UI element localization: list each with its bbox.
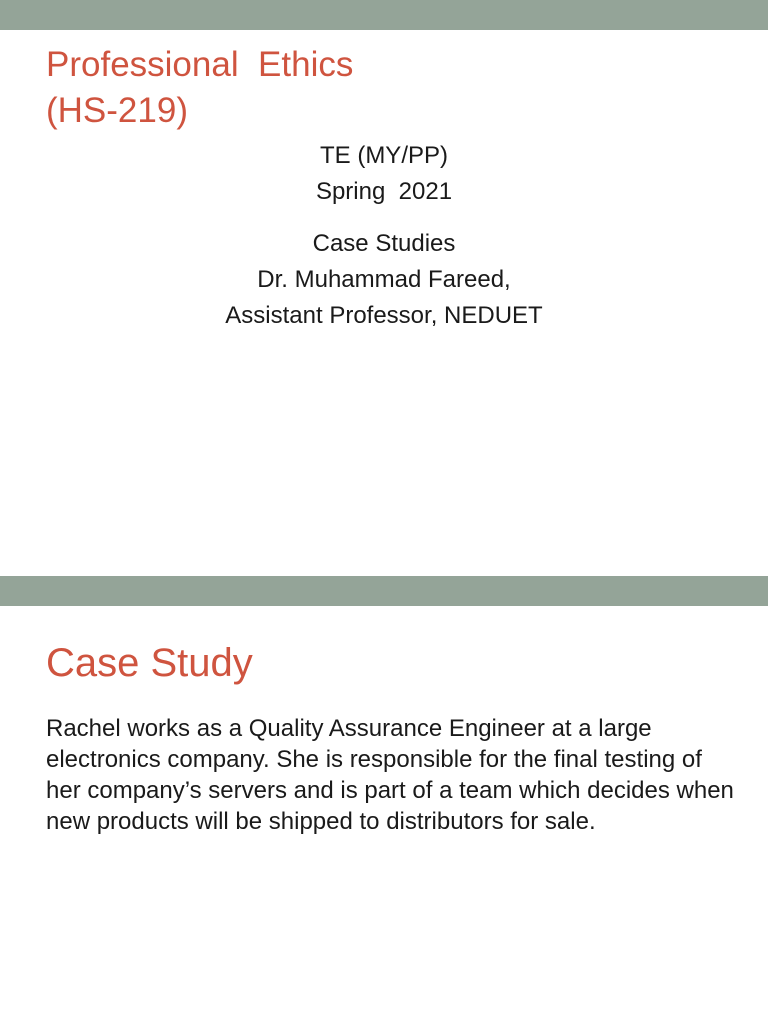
course-title-line-2: (HS-219) (46, 91, 188, 130)
topic-line: Case Studies (312, 230, 456, 257)
subtitle-spacer (0, 210, 768, 226)
slide-case-study (0, 576, 768, 1024)
course-title-line-1: Professional Ethics (46, 45, 354, 84)
class-line: TE (MY/PP) (319, 142, 448, 169)
course-title (46, 42, 353, 134)
slide-header-bar (0, 576, 768, 606)
instructor-title: Assistant Professor, NEDUET (225, 302, 543, 329)
instructor-name: Dr. Muhammad Fareed, (257, 266, 511, 293)
course-subtitle (0, 138, 768, 334)
slide-header-bar (0, 0, 768, 30)
case-study-title: Case Study (46, 641, 253, 685)
case-study-body: Rachel works as a Quality Assurance Engineer at a large electronics company. She is responsible for the final testing of her company’s servers and is part of a team which decides when new products will be shipped to distributors for sale. (46, 715, 734, 835)
term-line: Spring 2021 (315, 178, 453, 205)
